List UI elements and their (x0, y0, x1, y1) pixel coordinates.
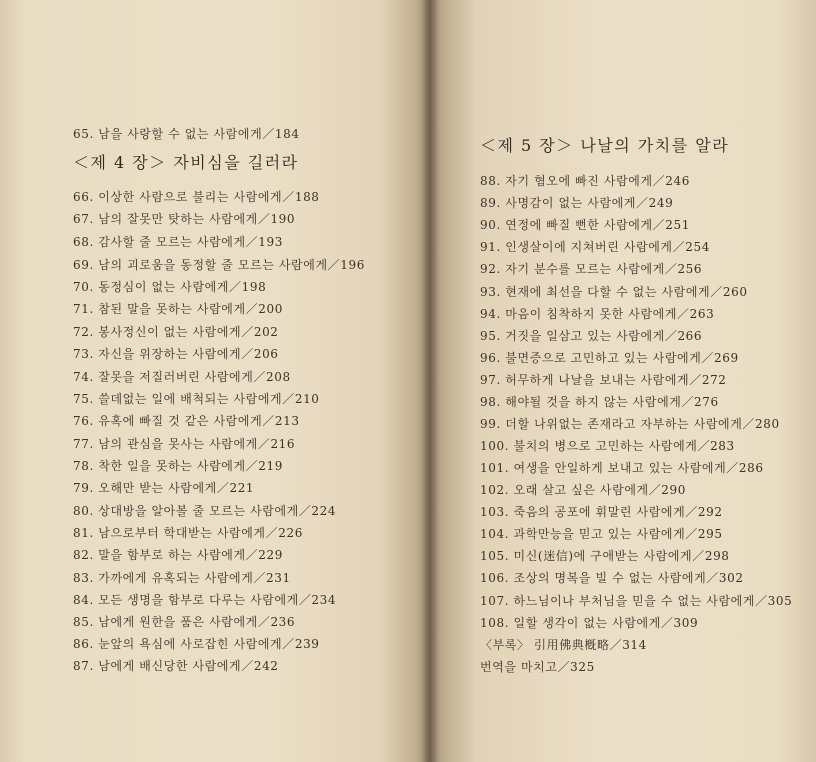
toc-entry: 98. 해야될 것을 하지 않는 사람에게／276 (480, 395, 719, 409)
right-page (430, 0, 816, 762)
toc-entry: 103. 죽음의 공포에 휘말린 사람에게／292 (480, 505, 723, 519)
toc-entry: 101. 여생을 안일하게 보내고 있는 사람에게／286 (480, 461, 764, 475)
toc-entry: 68. 감사할 줄 모르는 사람에게／193 (73, 235, 283, 249)
toc-entry: 74. 잘못을 저질러버린 사람에게／208 (73, 370, 291, 384)
toc-entry: 93. 현재에 최선을 다할 수 없는 사람에게／260 (480, 285, 748, 299)
translator-note-entry: 번역을 마치고／325 (480, 660, 595, 674)
chapter-4-heading: ＜제 4 장＞ 자비심을 길러라 (73, 153, 299, 172)
toc-entry: 87. 남에게 배신당한 사람에게／242 (73, 659, 279, 673)
appendix-entry: 〈부록〉 引用佛典槪略／314 (480, 638, 647, 652)
chapter-5-heading: ＜제 5 장＞ 나날의 가치를 알라 (480, 136, 730, 155)
toc-entry: 90. 연정에 빠질 뻔한 사람에게／251 (480, 218, 690, 232)
toc-entry: 83. 가까에게 유혹되는 사람에게／231 (73, 571, 291, 585)
toc-entry: 92. 자기 분수를 모르는 사람에게／256 (480, 262, 703, 276)
toc-entry: 99. 더할 나위없는 존재라고 자부하는 사람에게／280 (480, 417, 780, 431)
toc-entry: 81. 남으로부터 학대받는 사람에게／226 (73, 526, 303, 540)
toc-entry-65: 65. 남을 사랑할 수 없는 사람에게／184 (73, 127, 300, 141)
toc-entry: 78. 착한 일을 못하는 사람에게／219 (73, 459, 283, 473)
toc-entry: 95. 거짓을 일삼고 있는 사람에게／266 (480, 329, 703, 343)
toc-entry: 73. 자신을 위장하는 사람에게／206 (73, 347, 279, 361)
toc-entry: 97. 허무하게 나날을 보내는 사람에게／272 (480, 373, 727, 387)
toc-entry: 86. 눈앞의 욕심에 사로잡힌 사람에게／239 (73, 637, 320, 651)
toc-entry: 69. 남의 괴로움을 동정할 줄 모르는 사람에게／196 (73, 258, 365, 272)
toc-entry: 82. 말을 함부로 하는 사람에게／229 (73, 548, 283, 562)
toc-entry: 88. 자기 혐오에 빠진 사람에게／246 (480, 174, 690, 188)
toc-entry: 107. 하느님이나 부처님을 믿을 수 없는 사람에게／305 (480, 594, 793, 608)
toc-entry: 71. 참된 말을 못하는 사람에게／200 (73, 302, 283, 316)
toc-entry: 79. 오해만 받는 사람에게／221 (73, 481, 255, 495)
toc-entry: 94. 마음이 침착하지 못한 사람에게／263 (480, 307, 715, 321)
toc-entry: 89. 사명감이 없는 사람에게／249 (480, 196, 674, 210)
toc-entry: 80. 상대방을 알아볼 줄 모르는 사람에게／224 (73, 504, 337, 518)
toc-entry: 85. 남에게 원한을 품은 사람에게／236 (73, 615, 296, 629)
book-gutter (422, 0, 438, 762)
toc-entry: 96. 불면증으로 고민하고 있는 사람에게／269 (480, 351, 739, 365)
toc-entry: 67. 남의 잘못만 탓하는 사람에게／190 (73, 212, 296, 226)
toc-entry: 91. 인생살이에 지쳐버린 사람에게／254 (480, 240, 710, 254)
toc-entry: 108. 일할 생각이 없는 사람에게／309 (480, 616, 699, 630)
toc-entry: 75. 쓸데없는 일에 배척되는 사람에게／210 (73, 392, 320, 406)
toc-entry: 76. 유혹에 빠질 것 같은 사람에게／213 (73, 414, 300, 428)
toc-entry: 106. 조상의 명복을 빌 수 없는 사람에게／302 (480, 571, 744, 585)
toc-entry: 72. 봉사정신이 없는 사람에게／202 (73, 325, 279, 339)
toc-entry: 105. 미신(迷信)에 구애받는 사람에게／298 (480, 549, 730, 563)
toc-entry: 100. 불치의 병으로 고민하는 사람에게／283 (480, 439, 735, 453)
toc-entry: 66. 이상한 사람으로 불리는 사람에게／188 (73, 190, 320, 204)
toc-entry: 84. 모든 생명을 함부로 다루는 사람에게／234 (73, 593, 337, 607)
toc-entry: 77. 남의 관심을 못사는 사람에게／216 (73, 437, 296, 451)
toc-entry: 104. 과학만능을 믿고 있는 사람에게／295 (480, 527, 723, 541)
toc-entry: 102. 오래 살고 싶은 사람에게／290 (480, 483, 687, 497)
toc-entry: 70. 동정심이 없는 사람에게／198 (73, 280, 267, 294)
